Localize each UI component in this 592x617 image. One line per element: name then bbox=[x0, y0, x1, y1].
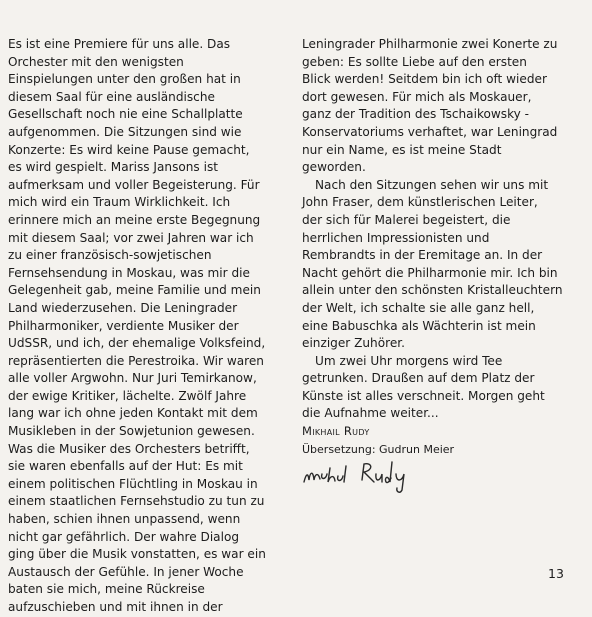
text-line: Konzerte: Es wird keine Pause gemacht, bbox=[8, 142, 250, 157]
text-line: Fernsehsendung in Moskau, was mir die bbox=[8, 265, 250, 280]
text-line: Es ist eine Premiere für uns alle. Das bbox=[8, 37, 231, 51]
text-line: nicht gar gefährlich. Der wahre Dialog bbox=[8, 529, 240, 544]
text-line: geben: Es sollte Liebe auf den ersten bbox=[302, 54, 527, 69]
text-line: mich wird ein Traum Wirklichkeit. Ich bbox=[8, 195, 231, 210]
text-line: Konservatoriums verhaftet, war Leningrad bbox=[302, 124, 558, 139]
text-line: der Welt, ich schalte sie alle ganz hell, bbox=[302, 300, 535, 315]
text-line: diesem Saal für eine ausländische bbox=[8, 89, 215, 104]
text-line: alle voller Argwohn. Nur Juri Temirkanow, bbox=[8, 371, 257, 386]
text-line: Musikleben in der Sowjetunion gewesen. bbox=[8, 424, 255, 439]
text-line: baten sie mich, meine Rückreise bbox=[8, 582, 205, 597]
right-paragraph-1 bbox=[302, 36, 584, 177]
text-line: eine Babuschka als Wächterin ist mein bbox=[302, 318, 536, 333]
text-line: UdSSR, und ich, der ehemalige Volksfeind, bbox=[8, 336, 266, 351]
text-line: allein unter den schönsten Kristalleuchtern bbox=[302, 283, 563, 298]
text-line: lang war ich ohne jeden Kontakt mit dem bbox=[8, 406, 258, 421]
text-line: einem staatlichen Fernsehstudio zu tun zu bbox=[8, 494, 265, 509]
text-line: der ewige Kritiker, lächelte. Zwölf Jahre bbox=[8, 388, 247, 403]
text-line: Philharmoniker, verdiente Musiker der bbox=[8, 318, 239, 333]
text-line: erinnere mich an meine erste Begegnung bbox=[8, 212, 261, 227]
page-number: 13 bbox=[548, 566, 564, 581]
text-line: herrlichen Impressionisten und bbox=[302, 230, 490, 245]
text-line: ganz der Tradition des Tschaikowsky - bbox=[302, 107, 530, 122]
text-line: Um zwei Uhr morgens wird Tee bbox=[315, 353, 503, 368]
text-line: Leningrader Philharmonie zwei Konerte zu bbox=[302, 37, 558, 51]
translation-credit: Übersetzung: Gudrun Meier bbox=[302, 442, 455, 456]
author-name: Mikhail Rudy bbox=[302, 424, 370, 439]
text-line: zu einer französisch-sowjetischen bbox=[8, 248, 212, 263]
text-line: die Aufnahme weiter... bbox=[302, 406, 439, 421]
text-line: Was die Musiker des Orchesters betrifft, bbox=[8, 441, 250, 456]
handwritten-signature bbox=[300, 452, 410, 496]
text-line: geworden. bbox=[302, 160, 366, 175]
left-paragraph bbox=[8, 36, 288, 617]
text-line: Gelegenheit gab, meine Familie und mein bbox=[8, 283, 261, 298]
text-line: Nach den Sitzungen sehen wir uns mit bbox=[315, 177, 549, 192]
left-column bbox=[8, 36, 288, 617]
text-line: ging über die Musik vonstatten, es war ein bbox=[8, 547, 266, 562]
text-line: aufmerksam und voller Begeisterung. Für bbox=[8, 177, 260, 192]
right-column bbox=[302, 36, 584, 458]
text-line: Austausch der Gefühle. In jener Woche bbox=[8, 564, 244, 579]
right-paragraph-2 bbox=[302, 177, 584, 353]
text-line: Orchester mit den wenigsten bbox=[8, 54, 184, 69]
text-line: Blick werden! Seitdem bin ich oft wieder bbox=[302, 72, 547, 87]
text-line: Einspielungen unter den großen hat in bbox=[8, 72, 241, 87]
text-line: haben, schien ihnen unpassend, wenn bbox=[8, 512, 241, 527]
text-line: aufzuschieben und mit ihnen in der bbox=[8, 600, 223, 614]
text-line: einem politischen Flüchtling in Moskau in bbox=[8, 476, 258, 491]
text-line: aufgenommen. Die Sitzungen sind wie bbox=[8, 124, 242, 139]
text-line: getrunken. Draußen auf dem Platz der bbox=[302, 371, 535, 386]
text-line: Künste ist alles verschneit. Morgen geht bbox=[302, 388, 545, 403]
text-line: Nacht gehört die Philharmonie mir. Ich bin bbox=[302, 265, 558, 280]
text-line: dort gewesen. Für mich als Moskauer, bbox=[302, 89, 532, 104]
text-line: der sich für Malerei begeistert, die bbox=[302, 212, 511, 227]
right-paragraph-3 bbox=[302, 353, 584, 423]
text-line: John Fraser, dem künstlerischen Leiter, bbox=[302, 195, 538, 210]
text-line: nur ein Name, es ist meine Stadt bbox=[302, 142, 502, 157]
text-line: es wird gespielt. Mariss Jansons ist bbox=[8, 160, 218, 175]
text-line: Land wiederzusehen. Die Leningrader bbox=[8, 300, 238, 315]
text-line: Rembrandts in der Eremitage an. In der bbox=[302, 248, 543, 263]
text-line: mit diesem Saal; vor zwei Jahren war ich bbox=[8, 230, 254, 245]
text-line: repräsentierten die Perestroika. Wir waren bbox=[8, 353, 264, 368]
text-line: Gesellschaft noch nie eine Schallplatte bbox=[8, 107, 243, 122]
text-line: einziger Zuhörer. bbox=[302, 336, 405, 351]
text-line: sie waren ebenfalls auf der Hut: Es mit bbox=[8, 459, 243, 474]
